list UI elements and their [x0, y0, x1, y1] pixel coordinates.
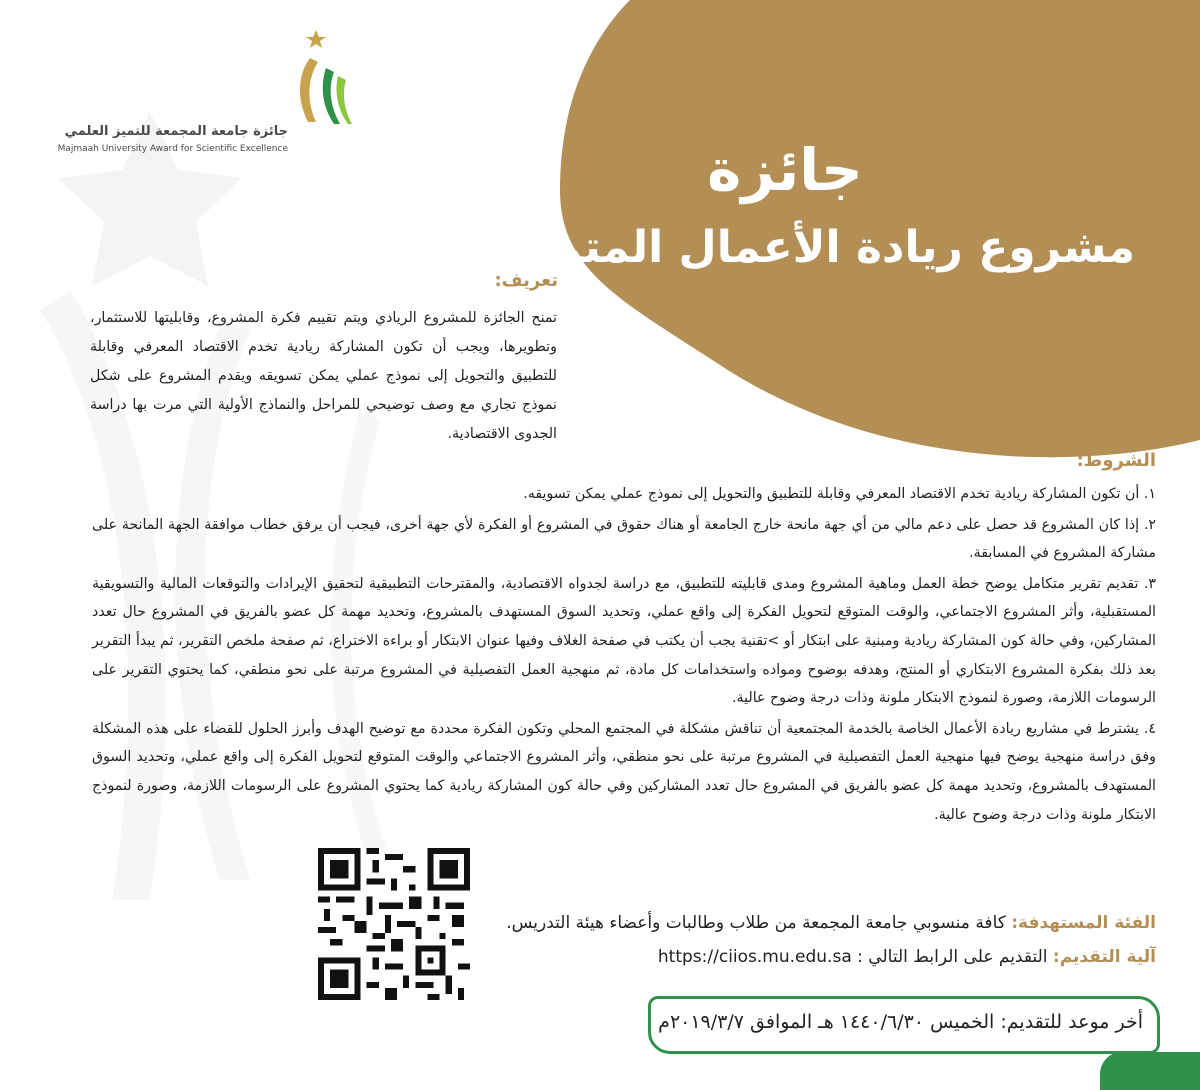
star-arches-logo-icon — [280, 28, 352, 128]
condition-item: ٣. تقديم تقرير متكامل يوضح خطة العمل وماهية المشروع ومدى قابليته للتطبيق، مع دراسة لجدواه الاقتصادية، والمقترحات التطبيقية لتحقيق الإيرادات والتوقعات المالية والتسويقية المستقبلية، وأثر المشروع الاجتماعي، والوقت المتوقع لتحويل الفكرة إلى واقع عملي، وتحديد السوق المستهدف بالمشروع، وتحديد مهمة كل عضو بالفريق في المشروع حال تعدد المشاركين، وفي حالة كون المشاركة ريادية ومبنية على ابتكار أو >تقنية يجب أن يكتب في صفحة الغلاف وفيها عنوان الابتكار أو براءة الاختراع، ثم صفحة ملخص التقرير، ثم يبدأ التقرير بعد ذلك بفكرة المشروع الابتكاري أو المنتج، وهدفه بوضوح ومواده واستخدامات كل مادة، ثم منهجية العمل التفصيلية في المشروع مرتبة على نحو منطقي، كما يحتوي التقرير على الرسومات اللازمة، وصورة لنموذج الابتكار ملونة وذات درجة وضوح عالية. — [92, 575, 1156, 707]
logo-name-english: Majmaah University Award for Scientific Excellence — [57, 144, 288, 154]
apply-mechanism-line — [480, 942, 1156, 972]
condition-item: ٤. يشترط في مشاريع ريادة الأعمال الخاصة بالخدمة المجتمعية أن تناقش مشكلة في المجتمع المحلي وتكون الفكرة محددة مع توضيح الهدف وأبرز الحلول للقضاء على هذه المشكلة وفق دراسة منهجية يوضح فيها منهجية العمل التفصيلية في المشروع مرتبة على نحو منطقي، وأثر المشروع الاجتماعي والوقت المتوقع لتحويل الفكرة إلى واقع عملي، وتحديد السوق المستهدف بالمشروع، وتحديد مهمة كل عضو بالفريق في المشروع حال تعدد المشاركين وفي حالة كون المشاركة ريادية كما يحتوي المشروع على الرسومات اللازمة، وصورة لنموذج الابتكار ملونة وذات درجة وضوح عالية. — [92, 720, 1156, 823]
deadline-text: أخر موعد للتقديم: الخميس ١٤٤٠/٦/٣٠ هـ الموافق ٢٠١٩/٣/٧م — [658, 1011, 1143, 1033]
apply-mechanism-value: التقديم على الرابط التالي : — [857, 947, 1048, 967]
definition-text: تمنح الجائزة للمشروع الريادي ويتم تقييم فكرة المشروع، وقابليتها للاستثمار، وتطويرها، ويجب أن تكون المشاركة ريادية تخدم الاقتصاد المعرفي وقابلة للتطبيق والتحويل إلى نموذج عملي يمكن تسويقه ويقدم المشروع على شكل نموذج تجاري مع وصف توضيحي للمراحل والنماذج الأولية التي مرت بها دراسة الجدوى الاقتصادية. — [90, 310, 557, 442]
condition-item: ٢. إذا كان المشروع قد حصل على دعم مالي من أي جهة مانحة خارج الجامعة أو هناك حقوق في المشروع أو الفكرة لأي جهة أخرى، فيجب أن يرفق خطاب موافقة الجهة المانحة على مشاركة المشروع في المسابقة. — [92, 516, 1156, 562]
apply-mechanism-label: آلية التقديم: — [1052, 947, 1156, 967]
green-corner-accent — [1100, 1052, 1200, 1090]
target-audience-value: كافة منسوبي جامعة المجمعة من طلاب وطالبات وأعضاء هيئة التدريس. — [506, 913, 1006, 933]
logo-name-arabic: جائزة جامعة المجمعة للتميز العلمي — [64, 124, 288, 139]
conditions-heading: الشروط: — [1076, 450, 1156, 471]
deadline-box — [648, 996, 1160, 1054]
qr-code-icon[interactable] — [318, 848, 470, 1000]
target-audience-line — [480, 908, 1156, 938]
conditions-list — [92, 480, 1156, 831]
university-logo — [57, 28, 360, 154]
definition-heading: تعريف: — [494, 270, 558, 291]
page-title: جائزة — [707, 136, 863, 204]
condition-item: ١. أن تكون المشاركة ريادية تخدم الاقتصاد المعرفي وقابلة للتطبيق والتحويل إلى نموذج عملي يمكن تسويقه. — [523, 486, 1156, 502]
apply-link[interactable]: https://ciios.mu.edu.sa — [657, 947, 852, 967]
target-audience-label: الفئة المستهدفة: — [1011, 913, 1156, 933]
page-subtitle: مشروع ريادة الأعمال المتميز — [509, 222, 1135, 273]
